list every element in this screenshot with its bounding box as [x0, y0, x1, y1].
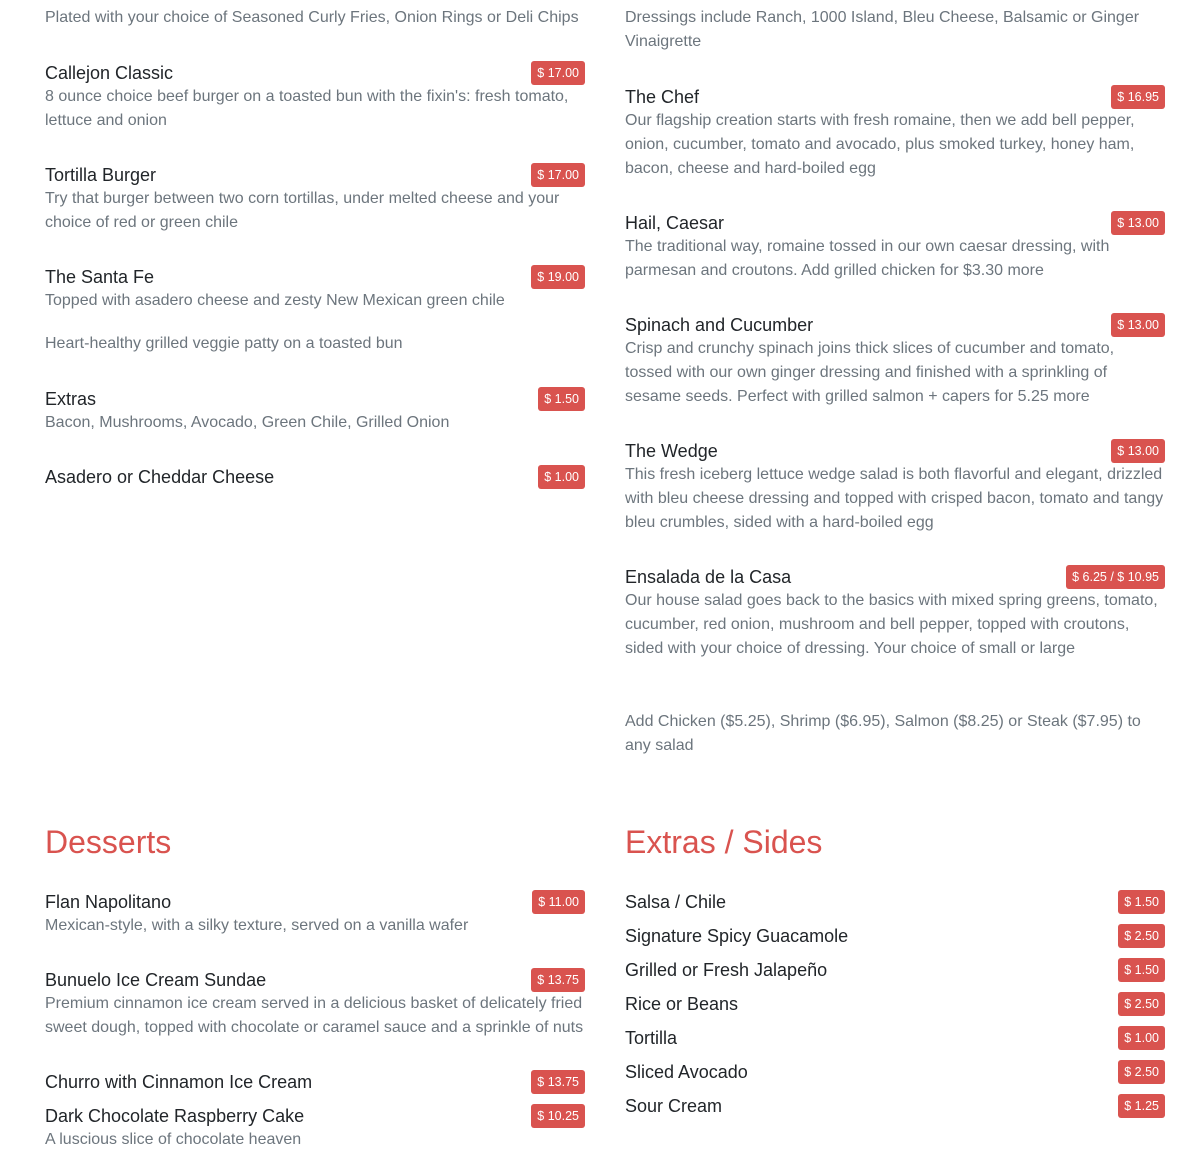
item-description: This fresh iceberg lettuce wedge salad is both flavorful and elegant, drizzled with bleu cheese dressing and topped with crisped bacon, tomato and tangy bleu crumbles, sided with a hard-boiled egg: [625, 466, 1164, 531]
price-badge: $ 1.50: [1118, 890, 1165, 914]
menu-item: [45, 265, 585, 313]
item-name: Flan Napolitano: [45, 892, 172, 912]
item-name: Signature Spicy Guacamole: [625, 926, 849, 946]
price-badge: $ 17.00: [531, 163, 585, 187]
menu-item: [625, 924, 1165, 948]
price-badge: $ 1.00: [538, 465, 585, 489]
menu-item: [625, 85, 1165, 181]
menu-item: [625, 890, 1165, 914]
salad-addon-note: Add Chicken ($5.25), Shrimp ($6.95), Salmon ($8.25) or Steak ($7.95) to any salad: [625, 713, 1141, 754]
price-badge: $ 13.75: [531, 1070, 585, 1094]
menu-item: [625, 992, 1165, 1016]
item-description: Our house salad goes back to the basics with mixed spring greens, tomato, cucumber, red onion, mushroom and bell pepper, topped with croutons, sided with your choice of dressing. Your choice of small or large: [625, 592, 1158, 657]
item-name: Callejon Classic: [45, 63, 174, 83]
price-badge: $ 17.00: [531, 61, 585, 85]
price-badge: $ 2.50: [1118, 1060, 1165, 1084]
item-name: The Santa Fe: [45, 267, 155, 287]
price-badge: $ 10.25: [531, 1104, 585, 1128]
section-title-desserts: Desserts: [45, 824, 172, 860]
item-name: Ensalada de la Casa: [625, 567, 792, 587]
price-badge: $ 1.25: [1118, 1094, 1165, 1118]
item-description: Our flagship creation starts with fresh romaine, then we add bell pepper, onion, cucumber, tomato and avocado, plus smoked turkey, honey ham, bacon, cheese and hard-boiled egg: [625, 112, 1135, 177]
menu-item: [45, 1104, 585, 1152]
menu-item: [45, 465, 585, 489]
item-description: Bacon, Mushrooms, Avocado, Green Chile, Grilled Onion: [45, 414, 450, 431]
price-badge: $ 13.00: [1111, 211, 1165, 235]
section-title-extras-sides: Extras / Sides: [625, 824, 823, 860]
item-name: The Wedge: [625, 441, 718, 461]
menu-item: [625, 313, 1165, 409]
item-name: The Chef: [625, 87, 700, 107]
item-name: Tortilla: [625, 1028, 678, 1048]
menu-item: [45, 163, 585, 235]
price-badge: $ 1.50: [1118, 958, 1165, 982]
item-name: Tortilla Burger: [45, 165, 157, 185]
item-name: Spinach and Cucumber: [625, 315, 814, 335]
burger-plating-note: Plated with your choice of Seasoned Curly Fries, Onion Rings or Deli Chips: [45, 9, 579, 26]
menu-item: [45, 890, 585, 938]
menu-item: [45, 968, 585, 1040]
price-badge: $ 2.50: [1118, 924, 1165, 948]
item-description: A luscious slice of chocolate heaven: [45, 1131, 302, 1148]
price-badge: $ 13.00: [1111, 439, 1165, 463]
price-badge: $ 19.00: [531, 265, 585, 289]
menu-item: [45, 61, 585, 133]
item-name: Asadero or Cheddar Cheese: [45, 467, 275, 487]
item-name: Bunuelo Ice Cream Sundae: [45, 970, 267, 990]
menu-item: [45, 387, 585, 435]
item-name: Hail, Caesar: [625, 213, 725, 233]
price-badge: $ 6.25 / $ 10.95: [1066, 565, 1165, 589]
item-description: Topped with asadero cheese and zesty New Mexican green chile: [45, 292, 505, 309]
item-description: Premium cinnamon ice cream served in a delicious basket of delicately fried sweet dough, topped with chocolate or caramel sauce and a sprinkle of nuts: [45, 995, 584, 1036]
menu-item: [625, 1060, 1165, 1084]
item-name: Dark Chocolate Raspberry Cake: [45, 1106, 305, 1126]
menu-item: [625, 958, 1165, 982]
price-badge: $ 16.95: [1111, 85, 1165, 109]
item-name: Extras: [45, 389, 97, 409]
item-name: Grilled or Fresh Jalapeño: [625, 960, 828, 980]
menu-item: [625, 565, 1165, 661]
menu-item: [45, 1070, 585, 1094]
price-badge: $ 11.00: [532, 890, 585, 914]
item-name: Sour Cream: [625, 1096, 723, 1116]
item-name: Sliced Avocado: [625, 1062, 748, 1082]
menu-item: [625, 1094, 1165, 1118]
price-badge: $ 2.50: [1118, 992, 1165, 1016]
item-name: Salsa / Chile: [625, 892, 727, 912]
menu-item: [625, 1026, 1165, 1050]
veggie-patty-note: Heart-healthy grilled veggie patty on a toasted bun: [45, 335, 403, 352]
dressings-note: Dressings include Ranch, 1000 Island, Bleu Cheese, Balsamic or Ginger Vinaigrette: [625, 9, 1140, 50]
item-description: The traditional way, romaine tossed in our own caesar dressing, with parmesan and croutons. Add grilled chicken for $3.30 more: [625, 238, 1110, 279]
price-badge: $ 1.50: [538, 387, 585, 411]
menu-item: [625, 439, 1165, 535]
price-badge: $ 1.00: [1118, 1026, 1165, 1050]
item-description: Try that burger between two corn tortillas, under melted cheese and your choice of red or green chile: [45, 190, 560, 231]
item-name: Churro with Cinnamon Ice Cream: [45, 1072, 313, 1092]
price-badge: $ 13.00: [1111, 313, 1165, 337]
item-description: Crisp and crunchy spinach joins thick slices of cucumber and tomato, tossed with our own ginger dressing and finished with a sprinkling of sesame seeds. Perfect with grilled salmon + capers for 5.25 more: [625, 340, 1115, 405]
menu-item: [625, 211, 1165, 283]
item-description: Mexican-style, with a silky texture, served on a vanilla wafer: [45, 917, 469, 934]
price-badge: $ 13.75: [531, 968, 585, 992]
item-description: 8 ounce choice beef burger on a toasted bun with the fixin's: fresh tomato, lettuce and onion: [45, 88, 569, 129]
item-name: Rice or Beans: [625, 994, 739, 1014]
